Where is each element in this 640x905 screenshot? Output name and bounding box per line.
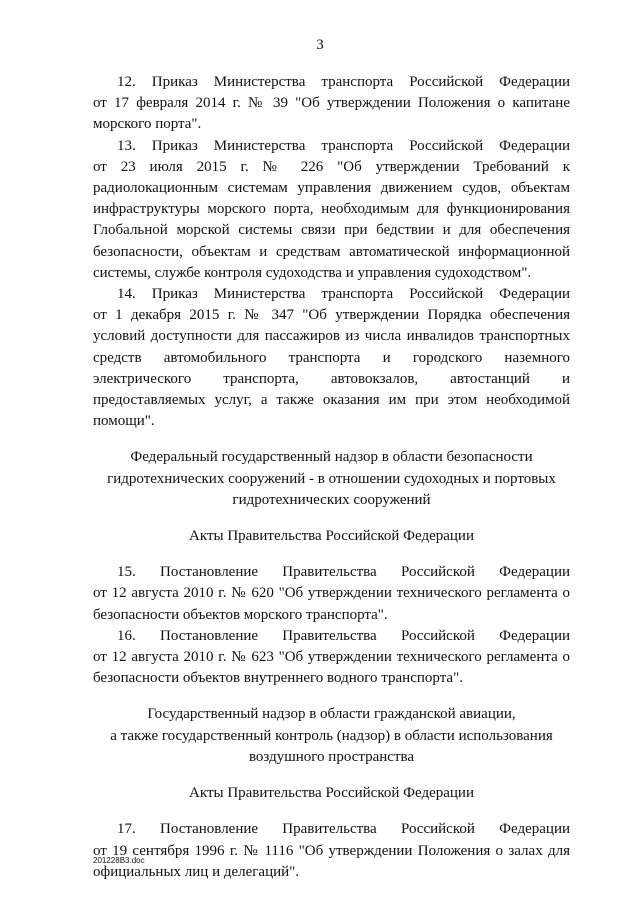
list-item-first-line: 12. Приказ Министерства транспорта Российской Федерации bbox=[117, 74, 570, 90]
list-item-first-line: 15. Постановление Правительства Российской Федерации bbox=[117, 564, 570, 581]
list-item-text: от 23 июля 2015 г. № 226 "Об утверждении Требований к радиолокационным системам управления движением судов, объектам инфраструктуры морского порта, необходимым для функционирования Глобальной морской системы связи при бедствии и для обеспечения безопасности, объектам и средствам автоматической информационной системы, службе контроля судоходства и управления судоходством". bbox=[93, 158, 570, 281]
list-item-15 bbox=[93, 562, 570, 626]
section-subheading bbox=[93, 526, 570, 547]
section-subheading-text: Акты Правительства Российской Федерации bbox=[189, 785, 474, 802]
section-heading-line: гидротехнических сооружений bbox=[232, 491, 431, 508]
page-number: 3 bbox=[316, 37, 324, 53]
list-item-text: от 1 декабря 2015 г. № 347 "Об утверждении Порядка обеспечения условий доступности для пассажиров из числа инвалидов транспортных средств автомобильного транспорта и городского наземного электрического транспорта, автовокзалов, автостанций и предоставляемых услуг, а также оказания им при этом необходимой помощи". bbox=[93, 307, 570, 430]
list-item-first-line: 16. Постановление Правительства Российской Федерации bbox=[117, 627, 570, 644]
list-item-text: от 12 августа 2010 г. № 623 "Об утверждении технического регламента о безопасности объектов внутреннего водного транспорта". bbox=[93, 649, 570, 687]
list-item-12 bbox=[93, 72, 570, 136]
section-heading-line: Федеральный государственный надзор в области безопасности bbox=[130, 449, 533, 466]
list-item-16 bbox=[93, 626, 570, 690]
list-item-text: от 12 августа 2010 г. № 620 "Об утверждении технического регламента о безопасности объектов морского транспорта". bbox=[93, 585, 570, 623]
list-item-13 bbox=[93, 136, 570, 284]
list-item-first-line: 14. Приказ Министерства транспорта Российской Федерации bbox=[117, 286, 570, 303]
section-subheading-text: Акты Правительства Российской Федерации bbox=[189, 528, 474, 545]
document-footer-code: 201228В3.doc bbox=[93, 856, 145, 865]
section-heading-line: Государственный надзор в области гражданской авиации, bbox=[147, 706, 516, 723]
section-heading-aviation bbox=[93, 704, 570, 768]
list-item-text: от 17 февраля 2014 г. № 39 "Об утверждении Положения о капитане морского порта". bbox=[93, 95, 570, 133]
list-item-first-line: 17. Постановление Правительства Российской Федерации bbox=[117, 821, 570, 838]
list-item-text: от 19 сентября 1996 г. № 1116 "Об утверждении Положения о залах для официальных лиц и делегаций". bbox=[93, 842, 570, 880]
section-heading-line: гидротехнических сооружений - в отношении судоходных и портовых bbox=[107, 470, 556, 487]
list-item-first-line: 13. Приказ Министерства транспорта Российской Федерации bbox=[117, 137, 570, 154]
list-item-17 bbox=[93, 819, 570, 883]
document-body bbox=[93, 72, 570, 883]
section-heading-line: воздушного пространства bbox=[248, 748, 415, 765]
section-subheading bbox=[93, 783, 570, 804]
section-heading-line: а также государственный контроль (надзор) в области использования bbox=[110, 727, 553, 744]
list-item-14 bbox=[93, 284, 570, 432]
section-heading-hydrotechnical bbox=[93, 447, 570, 511]
